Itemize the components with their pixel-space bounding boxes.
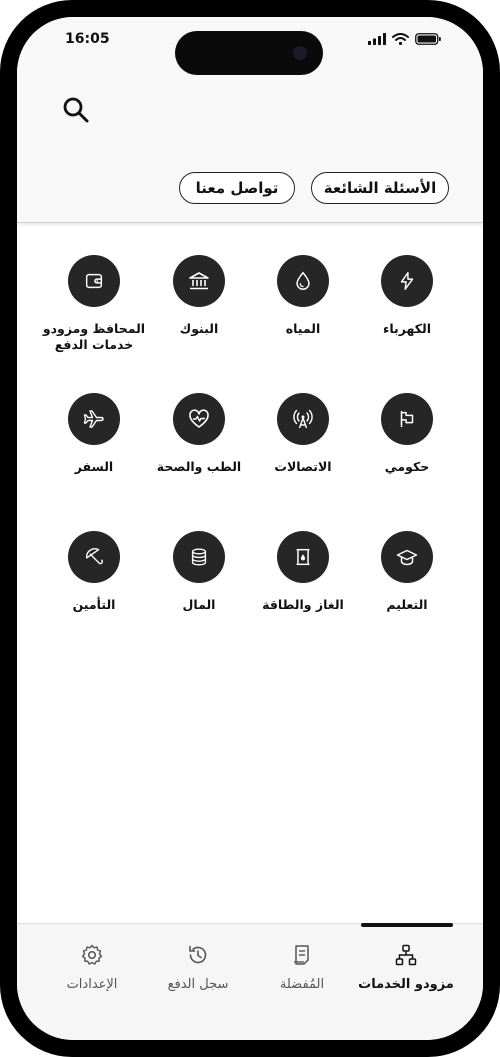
umbrella-icon: [83, 546, 105, 568]
service-electricity[interactable]: [355, 255, 459, 337]
gas-barrel-icon: [292, 546, 314, 568]
service-label: الغاز والطاقة: [262, 597, 344, 612]
service-icon-circle: [277, 255, 329, 307]
service-label: المياه: [285, 321, 321, 336]
service-label: البنوك: [179, 321, 219, 336]
service-icon-circle: [68, 393, 120, 445]
hierarchy-icon: [394, 943, 418, 967]
dynamic-island: [175, 31, 323, 75]
water-drop-icon: [292, 270, 314, 292]
coins-stack-icon: [188, 546, 210, 568]
status-time: 16:05: [65, 31, 110, 47]
faq-button[interactable]: [311, 172, 449, 204]
service-travel[interactable]: [39, 393, 149, 475]
service-label: المال: [182, 597, 216, 612]
search-icon: [61, 95, 91, 125]
search-button[interactable]: [61, 95, 91, 125]
service-label: حكومي: [384, 459, 430, 474]
tab-settings[interactable]: [37, 943, 147, 992]
service-label: الطب والصحة: [156, 459, 242, 474]
service-label: التأمين: [72, 597, 116, 612]
graduation-cap-icon: [395, 545, 419, 569]
airplane-icon: [82, 407, 106, 431]
service-health[interactable]: [147, 393, 251, 475]
service-label: التعليم: [386, 597, 428, 612]
service-icon-circle: [173, 255, 225, 307]
service-icon-circle: [381, 531, 433, 583]
lightning-icon: [396, 270, 418, 292]
contact-button[interactable]: [179, 172, 295, 204]
contact-label: تواصل معنا: [195, 179, 279, 197]
service-wallets[interactable]: [39, 255, 149, 353]
tab-favorites[interactable]: [247, 943, 357, 992]
active-tab-indicator: [361, 923, 453, 927]
camera-icon: [293, 46, 307, 60]
battery-icon: [415, 33, 441, 45]
service-label: الكهرباء: [382, 321, 432, 336]
service-icon-circle: [68, 255, 120, 307]
service-water[interactable]: [251, 255, 355, 337]
service-gas-energy[interactable]: [251, 531, 355, 613]
service-icon-circle: [381, 393, 433, 445]
service-government[interactable]: [355, 393, 459, 475]
service-icon-circle: [68, 531, 120, 583]
bank-icon: [187, 269, 211, 293]
signal-icon: [368, 33, 386, 45]
wifi-icon: [392, 33, 409, 45]
history-icon: [186, 943, 210, 967]
service-label: المحافظ ومزودو خدمات الدفع: [42, 321, 146, 352]
tab-label: سجل الدفع: [167, 977, 229, 992]
service-label: السفر: [74, 459, 114, 474]
tab-service-providers[interactable]: [351, 943, 461, 992]
service-icon-circle: [173, 393, 225, 445]
antenna-icon: [291, 407, 315, 431]
service-education[interactable]: [355, 531, 459, 613]
service-telecom[interactable]: [251, 393, 355, 475]
faq-label: الأسئلة الشائعة: [323, 179, 437, 197]
notepad-icon: [290, 943, 314, 967]
flag-icon: [396, 408, 418, 430]
tab-payment-history[interactable]: [143, 943, 253, 992]
app-screen: [17, 17, 483, 1040]
service-icon-circle: [277, 393, 329, 445]
status-icons: [368, 33, 441, 45]
service-icon-circle: [381, 255, 433, 307]
service-insurance[interactable]: [39, 531, 149, 613]
service-icon-circle: [173, 531, 225, 583]
tab-label: الإعدادات: [66, 977, 118, 992]
service-label: الاتصالات: [274, 459, 332, 474]
heart-pulse-icon: [187, 407, 211, 431]
tab-label: المُفضلة: [279, 977, 325, 992]
service-icon-circle: [277, 531, 329, 583]
tab-label: مزودو الخدمات: [358, 977, 454, 992]
gear-icon: [80, 943, 104, 967]
wallet-icon: [83, 270, 105, 292]
service-finance[interactable]: [147, 531, 251, 613]
service-banks[interactable]: [147, 255, 251, 337]
